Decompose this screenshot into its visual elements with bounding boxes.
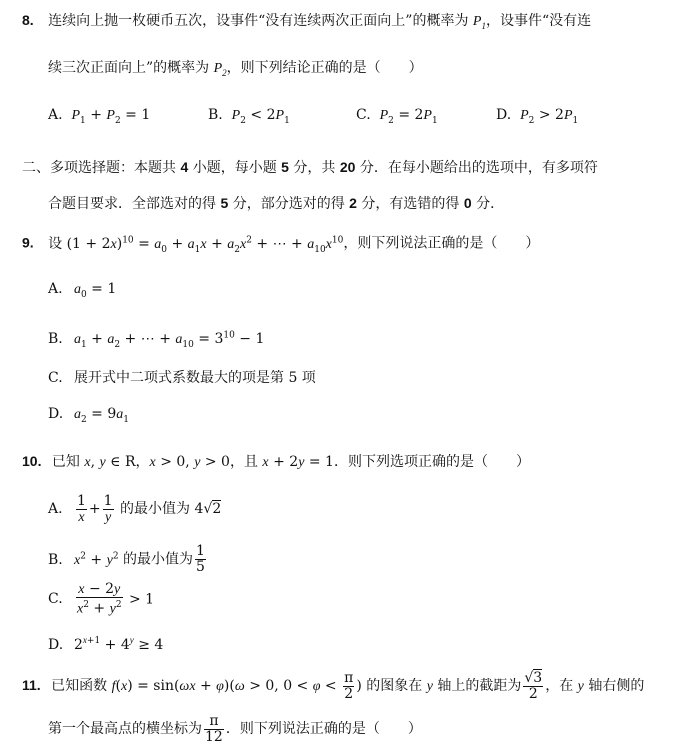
q10-option-b[interactable] [48, 540, 208, 577]
q10-number: 10. [22, 453, 42, 469]
q9-option-c-text: 展开式中二项式系数最大的项是第 5 项 [74, 370, 316, 386]
q10-option-d[interactable] [48, 630, 163, 655]
section2-text-3: 分，共 [288, 160, 340, 176]
q10-option-b-formula: $x^2 + y^2$ [74, 551, 119, 568]
q8-line1 [22, 10, 591, 36]
q10-option-d-formula: $2^{x+1} + 4^y \ge 4$ [74, 635, 164, 653]
q9-stem-2: ，则下列说法正确的是（ ） [343, 235, 540, 252]
section2-num-1: 4 [180, 159, 189, 175]
q11-line2 [48, 712, 422, 746]
section2-line1 [22, 157, 598, 178]
q8-p2-symbol: $P_2$ [213, 61, 227, 78]
q9-option-d[interactable] [48, 404, 129, 430]
q10-option-c[interactable]: C. $\frac{x - 2y}{x^2 + y^2}$ > 1 [48, 581, 155, 617]
q10-option-a-text: 的最小值为 [115, 501, 195, 517]
q9-stem [22, 230, 539, 259]
q10-option-b-label: B. [48, 551, 63, 568]
q8-stem-2: ，设事件“没有连 [485, 13, 592, 29]
section2-text-6: 分，部分选对的得 [228, 196, 350, 212]
section2-num-6: 0 [463, 195, 472, 211]
q9-option-b[interactable] [48, 325, 264, 354]
section2-prefix: 二、 [22, 160, 50, 176]
q10-option-d-label: D. [48, 636, 64, 653]
q10-formula-3: x + 2y = 1 [262, 454, 334, 470]
q11-number: 11. [22, 677, 41, 693]
q9-stem-1: 设 [48, 235, 67, 252]
q9-number: 9. [22, 234, 34, 251]
q10-option-a[interactable]: A. $\frac{1}{x}$ + $\frac{1}{y}$ 的最小值为 4√2 [48, 492, 222, 525]
q8-option-b-label: B. [208, 107, 223, 123]
q11-stem-5: 轴右侧的 [583, 678, 645, 694]
q8-option-b[interactable]: B. $P_2 < 2P_1$ [208, 107, 290, 126]
section2-num-3: 20 [339, 159, 356, 175]
section2-text-8: 分． [471, 196, 505, 212]
q9-option-b-label: B. [48, 330, 63, 347]
q9-option-a-label: A. [48, 281, 63, 297]
q9-option-d-formula: $a_2 = 9a_1$ [74, 406, 130, 425]
q11-stem-1: 已知函数 [51, 678, 112, 694]
section2-line2 [48, 193, 504, 214]
q10-option-a-label: A. [48, 501, 63, 517]
section2-text-4: 分．在每小题给出的选项中，有多项符 [355, 160, 598, 176]
section2-text-2: 小题，每小题 [188, 160, 282, 176]
q10-stem-4: ．则下列选项正确的是（ ） [333, 454, 530, 470]
q8-number: 8. [22, 12, 34, 28]
q11-stem-3: 轴上的截距为 [432, 678, 522, 694]
q10-stem-2: ， [135, 454, 150, 470]
q8-option-c[interactable]: C. $P_2 = 2P_1$ [356, 107, 438, 126]
q10-frac-1-over-5: $\frac{1}{5}$ [196, 543, 205, 576]
q8-option-c-label: C. [356, 107, 371, 123]
q8-p1-symbol: $P_1$ [472, 14, 486, 31]
q9-option-d-label: D. [48, 406, 64, 422]
q10-formula-2: x > 0, y > 0 [149, 454, 230, 470]
q9-option-a[interactable] [48, 279, 116, 305]
q8-option-a[interactable]: A. $P_1 + P_2 = 1$ [48, 107, 151, 126]
q8-stem-1: 连续向上抛一枚硬币五次，设事件“没有连续两次正面向上”的概率为 [48, 13, 473, 29]
q11-function: f(x) = sin(ωx + φ)(ω > 0, 0 < φ < $\frac{\pi}{2}$ ) [111, 669, 362, 702]
q8-option-d-label: D. [496, 107, 512, 123]
q8-option-a-label: A. [48, 107, 63, 123]
q10-option-c-fraction: $\frac{x - 2y}{x^2 + y^2}$ [77, 581, 122, 617]
q11-frac-sqrt3-over-2: $\frac{√3}{2}$ [524, 669, 543, 702]
section2-text-7: 分，有选错的得 [356, 196, 464, 212]
q11-frac-pi-over-12: $\frac{\pi}{12}$ [205, 712, 223, 745]
q10-formula-1: x, y ∈ R [84, 454, 136, 470]
section2-num-4: 5 [220, 195, 229, 211]
q8-stem-3: 续三次正面向上”的概率为 [48, 60, 214, 76]
q10-stem-3: ，且 [229, 454, 263, 470]
section2-num-5: 2 [349, 195, 357, 211]
q9-option-b-formula: $a_1 + a_2$ + ⋯ + $a_{10} = 3^{10} - 1$ [74, 330, 265, 350]
q10-frac-1-over-y: $\frac{1}{y}$ [103, 492, 113, 525]
q11-stem-4: ，在 [545, 678, 578, 694]
q9-option-a-formula: $a_0 = 1$ [74, 281, 117, 300]
section2-text-5: 合题目要求．全部选对的得 [48, 196, 221, 212]
q11-stem-2: 的图象在 [361, 678, 427, 694]
q10-option-c-label: C. [48, 591, 63, 608]
q10-stem [22, 451, 530, 473]
section2-num-2: 5 [281, 159, 289, 175]
q11-y-var-1: y [426, 679, 433, 694]
q11-stem-6: 第一个最高点的横坐标为 [48, 721, 202, 737]
q8-line2 [48, 58, 423, 83]
q9-option-c[interactable] [48, 368, 316, 388]
q11-line1 [22, 668, 644, 704]
q8-option-d[interactable]: D. $P_2 > 2P_1$ [496, 107, 579, 126]
q10-option-b-text: 的最小值为 [118, 551, 193, 568]
q10-frac-1-over-x: $\frac{1}{x}$ [77, 492, 86, 525]
q10-stem-1: 已知 [51, 454, 85, 470]
q10-option-a-value: 4√2 [194, 501, 222, 517]
q8-stem-4: ，则下列结论正确的是（ ） [226, 60, 423, 76]
q11-stem-7: ．则下列说法正确的是（ ） [225, 721, 422, 737]
section2-text-1: 多项选择题：本题共 [50, 160, 181, 176]
q11-y-var-2: y [577, 679, 584, 694]
q9-option-c-label: C. [48, 370, 63, 386]
q9-formula: $(1 + 2x)^{10} = a_0 + a_1x + a_2x^2$ + ⋯ + $a_{10}x^{10}$ [66, 235, 344, 255]
